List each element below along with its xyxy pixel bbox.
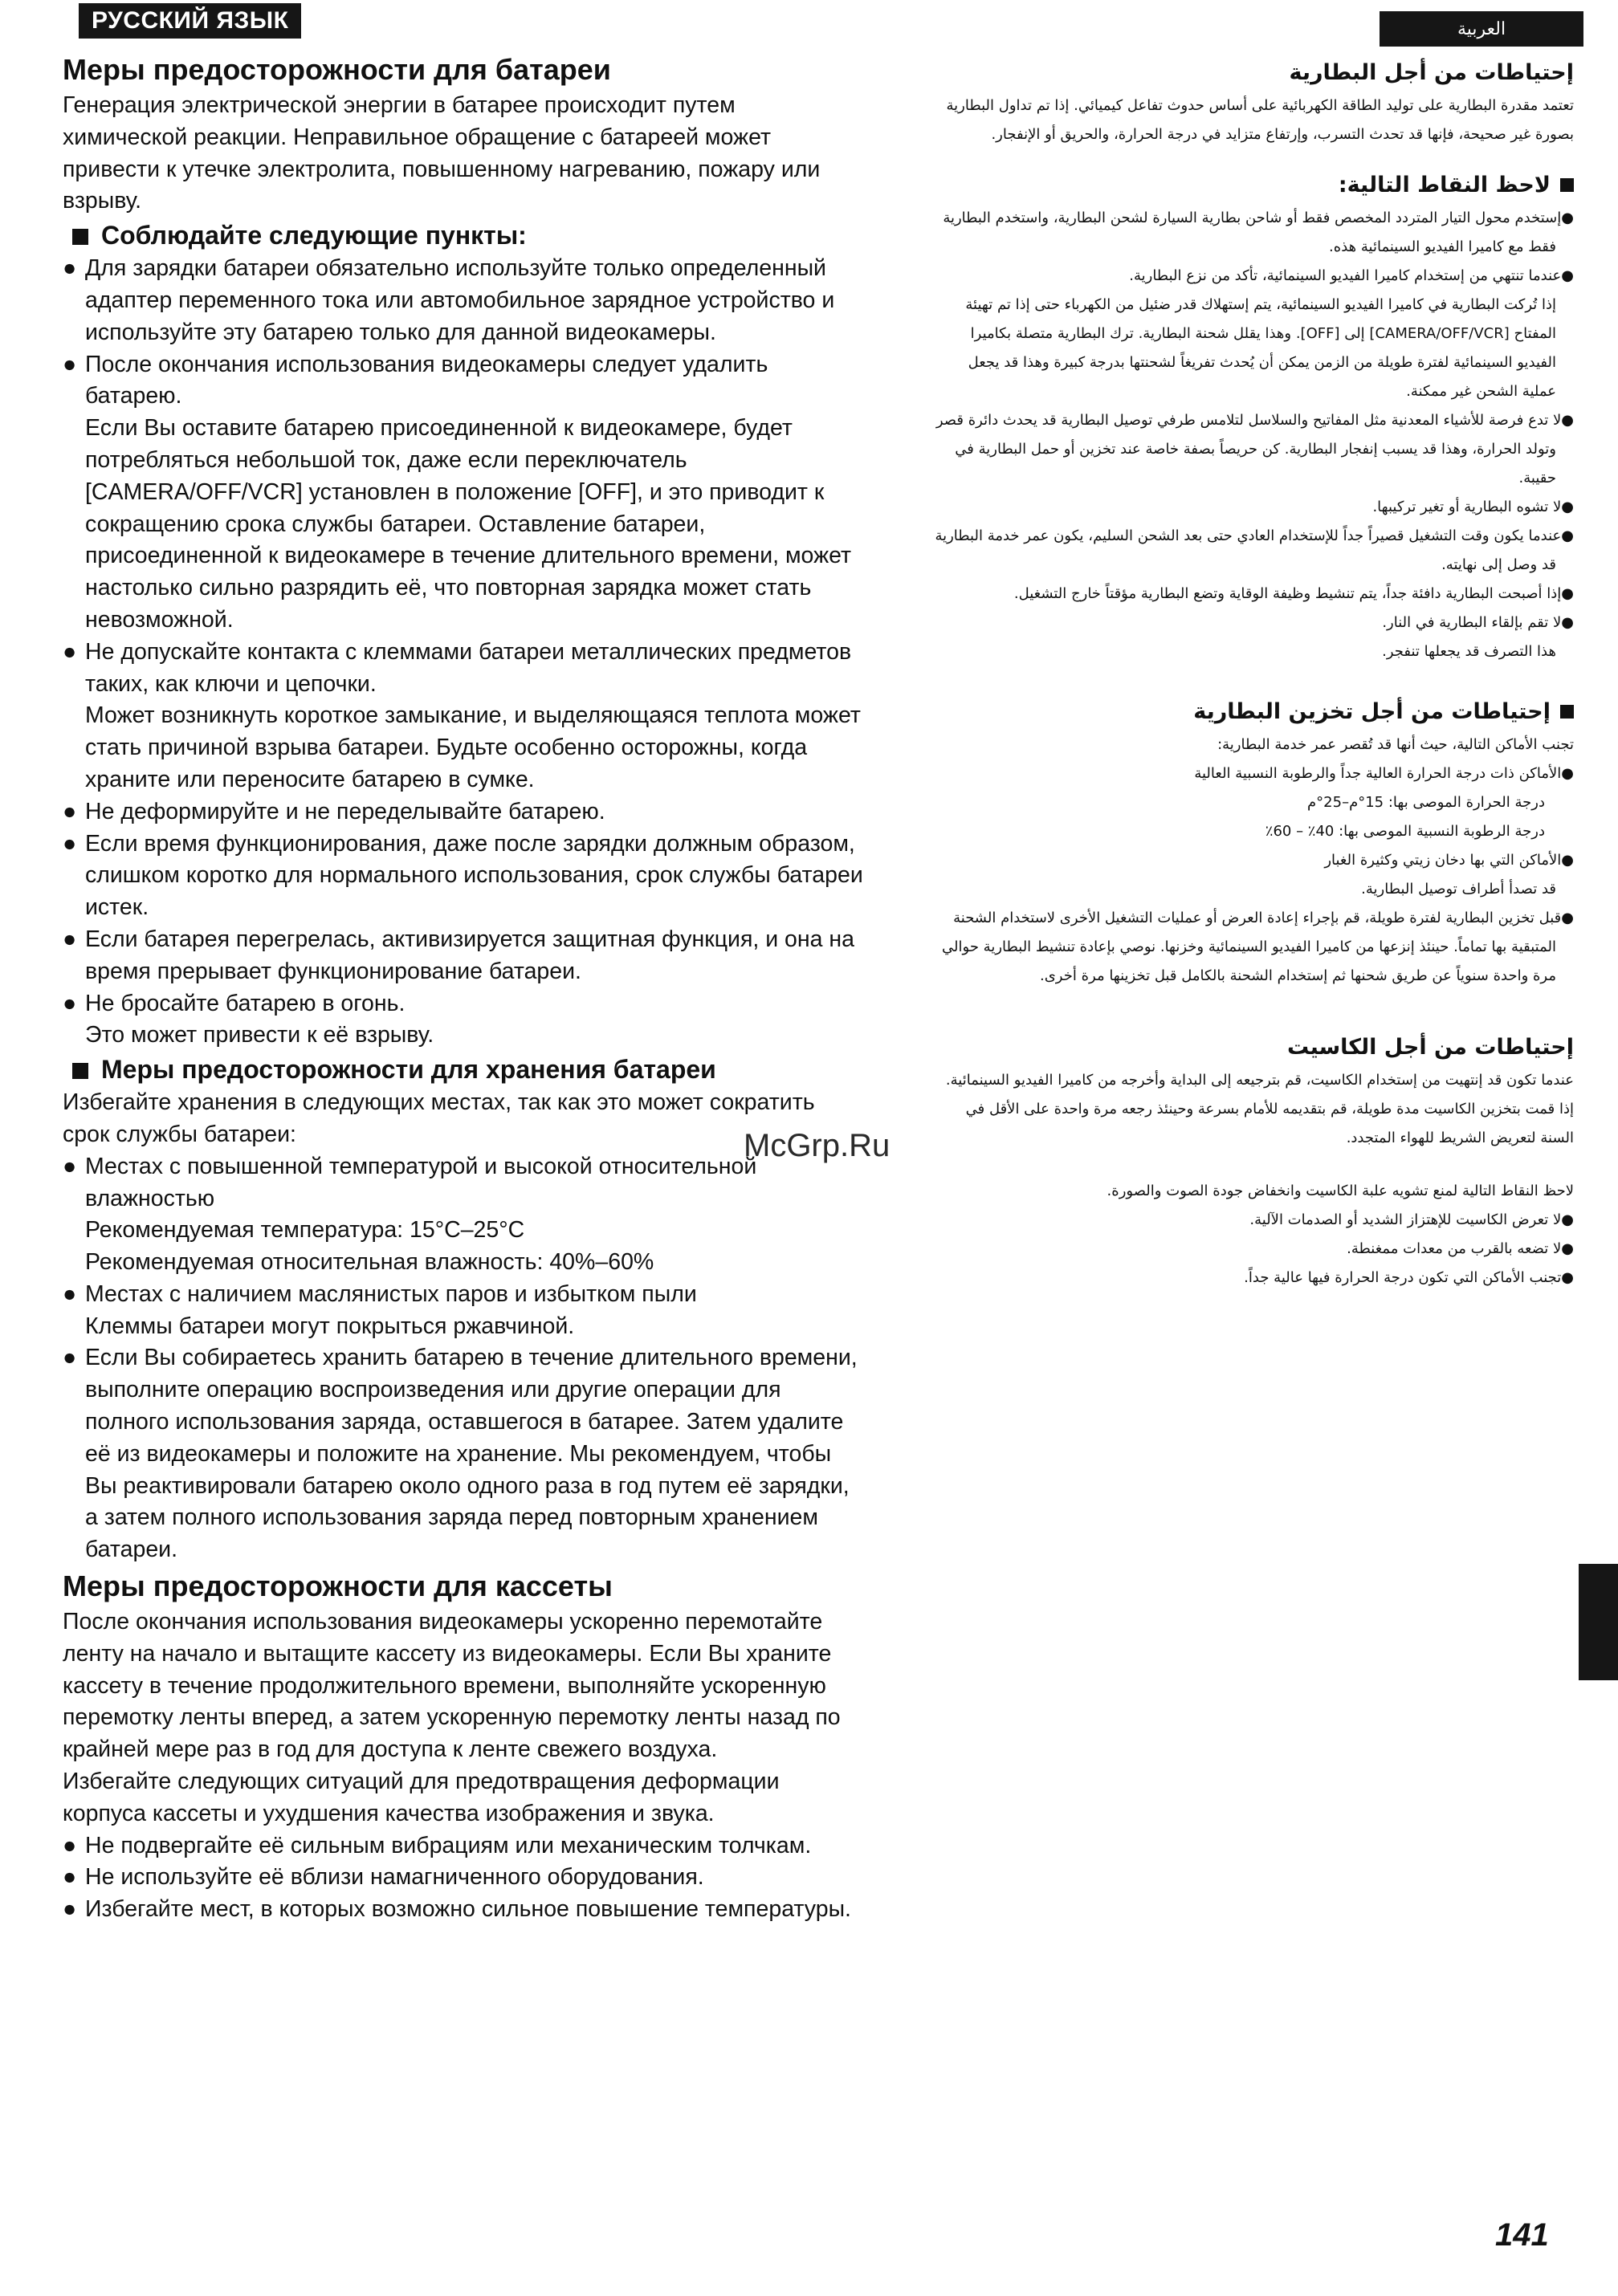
bullet-icon: ● <box>63 798 77 824</box>
ar-bullet-continuation: هذا التصرف قد يجعلها تنفجر. <box>1382 643 1556 660</box>
language-tab-russian: РУССКИЙ ЯЗЫК <box>79 3 301 39</box>
ru-cassette-title: Меры предосторожности для кассеты <box>63 1569 613 1603</box>
ar-bullet-item: ●إذا أصبحت البطارية دافئة جداً، يتم تنشيط وظيفة الوقاية وتضع البطارية مؤقتاً خارج التشغيل. <box>1013 585 1574 602</box>
arabic-column <box>930 55 1574 1293</box>
bullet-icon: ● <box>1561 765 1574 782</box>
bullet-icon: ● <box>63 926 77 952</box>
bullet-icon: ● <box>1561 1269 1574 1286</box>
ru-bullet-continuation: Клеммы батареи могут покрыться ржавчиной. <box>85 1313 575 1339</box>
ar-cassette-item: ●لا تعرض الكاسيت للإهتزاز الشديد أو الصدمات الآلية. <box>1249 1211 1574 1228</box>
ru-bullet-item: ● Если время функционирования, даже после зарядки должным образом, слишком коротко для нормального использования, срок службы батареи истек. <box>63 828 866 924</box>
ru-cassette-item: ● Не используйте её вблизи намагниченного оборудования. <box>63 1862 866 1894</box>
ru-bullet-item: ● Не деформируйте и не переделывайте батарею. <box>63 796 866 828</box>
ru-cassette-item: ● Избегайте мест, в которых возможно сильное повышение температуры. <box>63 1894 866 1926</box>
bullet-icon: ● <box>1561 412 1574 429</box>
watermark: McGrp.Ru <box>744 1128 891 1163</box>
ru-recommended-humidity: Рекомендуемая относительная влажность: 40%–60% <box>85 1249 654 1276</box>
bullet-icon: ● <box>1561 614 1574 631</box>
ar-battery-intro: تعتمد مقدرة البطارية على توليد الطاقة الكهربائية على أساس حدوث تفاعل كيميائي. إذا تم تداول البطارية بصورة غير صحيحة، فإنها قد تحدث التسرب، وإرتفاع متزايد في درجة الحرارة، والحريق أو الإنفجار. <box>946 97 1574 143</box>
ru-bullet-item: ● Не бросайте батарею в огонь. <box>63 988 866 1020</box>
bullet-icon: ● <box>63 1864 77 1891</box>
ar-bullet-item: ●لا تشوه البطارية أو تغير تركيبها. <box>1372 499 1574 515</box>
ru-bullet-item: ● Не допускайте контакта с клеммами батареи металлических предметов таких, как ключи и цепочки. <box>63 637 866 701</box>
bullet-icon: ● <box>1561 852 1574 869</box>
ru-bullet-continuation: Если Вы оставите батарею присоединенной к видеокамере, будет потребляться небольшой ток, даже если переключатель [CAMERA/OFF/VCR] установлен в положение [OFF], и это приводит к сокращению срока службы батареи. Оставление батареи, присоединенной к видеокамере в течение длительного времени, может настолько сильно разрядить её, что повторная зарядка может стать невозможной. <box>85 415 852 633</box>
square-bullet-icon <box>1560 705 1574 719</box>
ar-bullet-continuation: إذا تُركت البطارية في كاميرا الفيديو السينمائية، يتم إستهلاك قدر ضئيل من الكهرباء حتى إذا تم تهيئة المفتاح [CAMERA/OFF/VCR] إلى [OFF]. وهذا يقلل شحنة البطارية. ترك البطارية متصلة بكاميرا الفيديو السينمائية لفترة طويلة من الزمن يمكن أن يُحدث تفريغاً لشحنتها بدرجة كبيرة وهذا قد يجعل عملية الشحن غير ممكنة. <box>965 296 1556 400</box>
language-tab-arabic: العربية <box>1380 11 1583 47</box>
ar-recommended-humidity: درجة الرطوبة النسبية الموصى بها: 40٪ – 60٪ <box>1265 823 1545 840</box>
ru-cassette-item: ● Не подвергайте её сильным вибрациям или механическим толчкам. <box>63 1830 866 1862</box>
bullet-icon: ● <box>63 255 77 282</box>
ar-storage-heading: إحتياطات من أجل تخزين البطارية <box>930 694 1574 731</box>
ar-storage-item: ●الأماكن ذات درجة الحرارة العالية جداً والرطوبة النسبية العالية <box>1194 765 1574 782</box>
bullet-icon: ● <box>1561 527 1574 544</box>
bullet-icon: ● <box>1561 910 1574 926</box>
ar-bullet-item: ●عندما تنتهي من إستخدام كاميرا الفيديو السينمائية، تأكد من نزع البطارية. <box>1129 267 1574 284</box>
ar-bullet-continuation: قد تصدأ أطراف توصيل البطارية. <box>1361 881 1556 898</box>
ar-cassette-paragraph: لاحظ النقاط التالية لمنع تشويه علبة الكاسيت وانخفاض جودة الصوت والصورة. <box>1107 1183 1574 1199</box>
bullet-icon: ● <box>63 1345 77 1371</box>
bullet-icon: ● <box>63 1280 77 1307</box>
bullet-icon: ● <box>63 990 77 1016</box>
bullet-icon: ● <box>1561 499 1574 515</box>
ru-storage-item: ● Местах с повышенной температурой и высокой относительной влажностью <box>63 1151 866 1215</box>
ar-bullet-item: ●لا تدع فرصة للأشياء المعدنية مثل المفاتيح والسلاسل لتلامس طرفي توصيل البطارية قد يحدث دائرة قصر وتولد الحرارة، وهذا قد يسبب إنفجار البطارية. كن حريصاً بصفة خاصة عند تخزين أو حمل البطارية في حقيبة. <box>935 412 1574 486</box>
ar-storage-item: ●قبل تخزين البطارية لفترة طويلة، قم بإجراء إعادة العرض أو عمليات التشغيل الأخرى لاستخدام الشحنة المتبقية بها تماماً. حينئذ إنزعها من كاميرا الفيديو السينمائية وخزنها. نوصي بإعادة تنشيط البطارية حوالي مرة واحدة سنوياً عن طريق شحنها ثم إستخدام الشحنة بالكامل قبل تخزينها مرة أخرى. <box>942 910 1574 984</box>
ru-storage-item: ● Если Вы собираетесь хранить батарею в течение длительного времени, выполните операцию воспроизведения или другие операции для полного использования заряда, оставшегося в батарее. Затем удалите её из видеокамеры и положите на хранение. Мы рекомендуем, чтобы Вы реактивировали батарею около одного раза в год путем её зарядки, а затем полного использования заряда перед повторным хранением батареи. <box>63 1342 866 1566</box>
bullet-icon: ● <box>1561 585 1574 602</box>
ru-bullet-continuation: Может возникнуть короткое замыкание, и выделяющаяся теплота может стать причиной взрыва батареи. Будьте особенно осторожны, когда храните или переносите батарею в сумке. <box>85 702 861 792</box>
ar-cassette-item: ●تجنب الأماكن التي تكون درجة الحرارة فيها عالية جداً. <box>1244 1269 1574 1286</box>
ru-bullet-continuation: Это может привести к её взрыву. <box>85 1022 434 1048</box>
ru-cassette-paragraph: После окончания использования видеокамеры ускоренно перемотайте ленту на начало и вытащите кассету из видеокамеры. Если Вы храните кассету в течение продолжительного времени, выполняйте ускоренную перемотку ленты вперед, а затем ускоренную перемотку ленты назад по крайней мере раз в год для доступа к ленте свежего воздуха. <box>63 1609 841 1763</box>
bullet-icon: ● <box>1561 1211 1574 1228</box>
ar-bullet-item: ●إستخدم محول التيار المتردد المخصص فقط أو شاحن بطارية السيارة لشحن البطارية، واستخدم البطارية فقط مع كاميرا الفيديو السينمائية هذه. <box>943 210 1574 255</box>
ar-storage-item: ●الأماكن التي بها دخان زيتي وكثيرة الغبار <box>1324 852 1574 869</box>
ar-bullet-item: ●لا تقم بإلقاء البطارية في النار. <box>1382 614 1574 631</box>
page-number: 141 <box>1495 2217 1549 2253</box>
bullet-icon: ● <box>63 1896 77 1923</box>
bullet-icon: ● <box>63 351 77 377</box>
ar-cassette-paragraph: عندما تكون قد إنتهيت من إستخدام الكاسيت، قم بترجيعه إلى البداية وأخرجه من كاميرا الفيديو السينمائية. إذا قمت بتخزين الكاسيت مدة طويلة، قم بتقديمه للأمام بسرعة وحينئذ رجعه مرة واحدة على الأقل في السنة لتعريض الشريط للهواء المتجدد. <box>945 1072 1574 1146</box>
russian-column <box>63 50 866 1926</box>
ar-cassette-title: إحتياطات من أجل الكاسيت <box>1286 1035 1574 1060</box>
bullet-icon: ● <box>1561 267 1574 284</box>
ar-cassette-item: ●لا تضعه بالقرب من معدات ممغنطة. <box>1347 1240 1574 1257</box>
ru-bullet-item: ● Для зарядки батареи обязательно используйте только определенный адаптер переменного тока или автомобильное зарядное устройство и используйте эту батарею только для данной видеокамеры. <box>63 253 866 348</box>
ru-bullet-item: ● После окончания использования видеокамеры следует удалить батарею. <box>63 349 866 413</box>
side-index-tab <box>1579 1564 1618 1680</box>
ar-observe-heading: لاحظ النقاط التالية: <box>930 167 1574 204</box>
ar-storage-intro: تجنب الأماكن التالية، حيث أنها قد تُقصر عمر خدمة البطارية: <box>1217 736 1574 753</box>
square-bullet-icon <box>72 1063 88 1079</box>
ru-storage-intro: Избегайте хранения в следующих местах, так как это может сократить срок службы батареи: <box>63 1089 815 1147</box>
ar-battery-title: إحتياطات من أجل البطارية <box>1289 60 1574 85</box>
ru-bullet-item: ● Если батарея перегрелась, активизируется защитная функция, и она на время прерывает функционирование батареи. <box>63 924 866 988</box>
ru-storage-item: ● Местах с наличием маслянистых паров и избытком пыли <box>63 1279 866 1311</box>
bullet-icon: ● <box>63 1832 77 1858</box>
ru-recommended-temperature: Рекомендуемая температура: 15°C–25°C <box>85 1217 525 1244</box>
bullet-icon: ● <box>63 638 77 665</box>
square-bullet-icon <box>72 229 88 245</box>
ru-observe-heading: Соблюдайте следующие пункты: <box>63 218 866 253</box>
ru-battery-intro: Генерация электрической энергии в батарее происходит путем химической реакции. Неправильное обращение с батареей может привести к утечке электролита, повышенному нагреванию, пожару или взрыву. <box>63 92 821 214</box>
ru-battery-title: Меры предосторожности для батареи <box>63 53 611 86</box>
ar-bullet-item: ●عندما يكون وقت التشغيل قصيراً جداً للإستخدام العادي حتى بعد الشحن السليم، يكون عمر خدمة البطارية قد وصل إلى نهايته. <box>935 527 1574 573</box>
square-bullet-icon <box>1560 178 1574 192</box>
ru-cassette-paragraph: Избегайте следующих ситуаций для предотвращения деформации корпуса кассеты и ухудшения качества изображения и звука. <box>63 1769 780 1826</box>
ar-recommended-temperature: درجة الحرارة الموصى بها: 15°م–25°م <box>1307 794 1545 811</box>
bullet-icon: ● <box>1561 210 1574 226</box>
bullet-icon: ● <box>1561 1240 1574 1257</box>
ru-storage-heading: Меры предосторожности для хранения батареи <box>63 1052 866 1087</box>
bullet-icon: ● <box>63 1153 77 1179</box>
bullet-icon: ● <box>63 830 77 857</box>
